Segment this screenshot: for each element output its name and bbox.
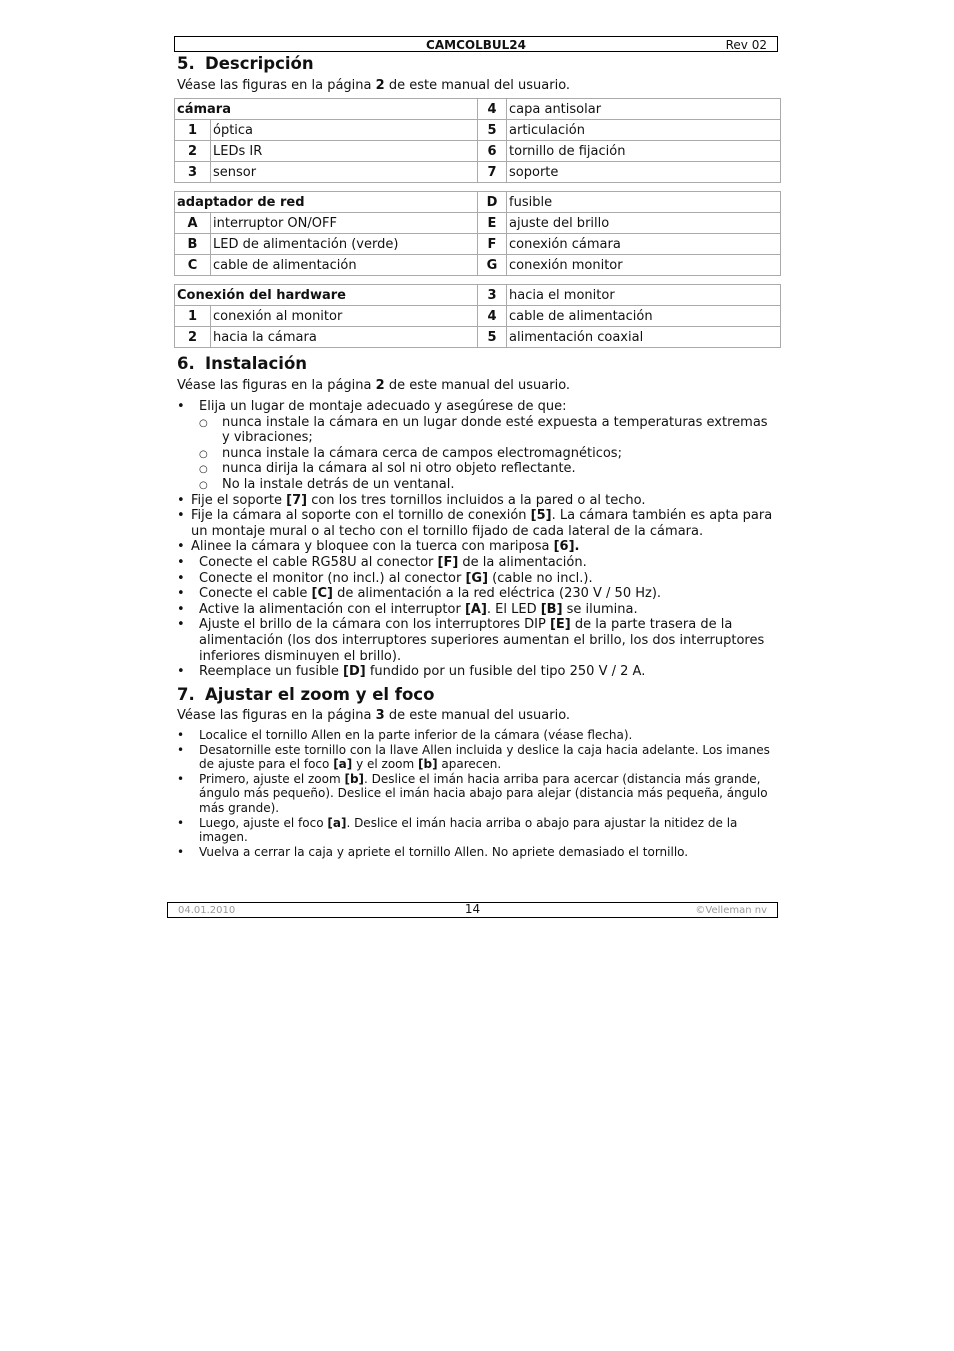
- table-row: 3 sensor 7 soporte: [175, 162, 781, 183]
- list-item: • Conecte el cable RG58U al conector [F] de la alimentación.: [177, 555, 777, 571]
- section-6-heading: 6. Instalación: [177, 354, 308, 373]
- list-item: • Fije la cámara al soporte con el tornillo de conexión [5]. La cámara también es apta para un montaje mural o al techo con el tornillo fijado de cada lateral de la cámara.: [177, 508, 777, 539]
- list-item: • Ajuste el brillo de la cámara con los interruptores DIP [E] de la parte trasera de la alimentación (los dos interruptores superiores aumentan el brillo, los dos interruptores inferiores disminuyen el brillo).: [177, 617, 777, 664]
- table-row: B LED de alimentación (verde) F conexión cámara: [175, 234, 781, 255]
- list-item: • Desatornille este tornillo con la llave Allen incluida y deslice la caja hacia adelante. Los imanes de ajuste para el foco [a] y el zoom [b] aparecen.: [177, 743, 777, 772]
- section-5-heading: 5. Descripción: [177, 54, 314, 73]
- table-row: 1 conexión al monitor 4 cable de alimentación: [175, 306, 781, 327]
- list-item: • Localice el tornillo Allen en la parte inferior de la cámara (véase flecha).: [177, 728, 777, 743]
- table-row: C cable de alimentación G conexión monitor: [175, 255, 781, 276]
- table-row: 2 LEDs IR 6 tornillo de fijación: [175, 141, 781, 162]
- mounting-conditions: [199, 415, 777, 493]
- table-row: A interruptor ON/OFF E ajuste del brillo: [175, 213, 781, 234]
- model-name: CAMCOLBUL24: [426, 38, 526, 52]
- page-header: [174, 36, 778, 52]
- list-item: • Primero, ajuste el zoom [b]. Deslice el imán hacia arriba para acercar (distancia más grande, ángulo más pequeño). Deslice el imán hacia abajo para alejar (distancia más pequeña, ángulo más grande).: [177, 772, 777, 816]
- list-item: ○ No la instale detrás de un ventanal.: [199, 477, 777, 493]
- list-item: • Conecte el cable [C] de alimentación a la red eléctrica (230 V / 50 Hz).: [177, 586, 777, 602]
- list-item: • Luego, ajuste el foco [a]. Deslice el imán hacia arriba o abajo para ajustar la nitidez de la imagen.: [177, 816, 777, 845]
- section-7-intro: Véase las figuras en la página 3 de este manual del usuario.: [177, 708, 571, 723]
- list-item: • Alinee la cámara y bloquee con la tuerca con mariposa [6].: [177, 539, 777, 555]
- revision: Rev 02: [725, 38, 767, 52]
- section-7-heading: 7. Ajustar el zoom y el foco: [177, 685, 435, 704]
- list-item: • Elija un lugar de montaje adecuado y asegúrese de que: ○ nunca instale la cámara en un lugar donde esté expuesta a temperaturas extremas y vibraciones; ○ nunca instale la cámara cerca de campos electromagnéticos; ○ nunca dirija la cámara al sol ni otro objeto reflectante. ○ No la instale detrás de un ventanal.: [177, 399, 777, 493]
- table-camera: [174, 98, 781, 183]
- table-row: cámara 4 capa antisolar: [175, 99, 781, 120]
- list-item: ○ nunca instale la cámara cerca de campos electromagnéticos;: [199, 446, 777, 462]
- list-item: • Vuelva a cerrar la caja y apriete el tornillo Allen. No apriete demasiado el tornillo.: [177, 845, 777, 860]
- list-item: • Reemplace un fusible [D] fundido por un fusible del tipo 250 V / 2 A.: [177, 664, 777, 680]
- table-row: 2 hacia la cámara 5 alimentación coaxial: [175, 327, 781, 348]
- list-item: • Fije el soporte [7] con los tres tornillos incluidos a la pared o al techo.: [177, 493, 777, 509]
- footer-date: 04.01.2010: [178, 905, 236, 916]
- list-item: ○ nunca instale la cámara en un lugar donde esté expuesta a temperaturas extremas y vibraciones;: [199, 415, 777, 446]
- zoom-focus-list: [177, 728, 777, 859]
- table-row: adaptador de red D fusible: [175, 192, 781, 213]
- list-item: • Conecte el monitor (no incl.) al conector [G] (cable no incl.).: [177, 571, 777, 587]
- footer-copyright: ©Velleman nv: [695, 905, 767, 916]
- section-5-intro: Véase las figuras en la página 2 de este manual del usuario.: [177, 78, 571, 93]
- page-number: 14: [464, 902, 481, 916]
- table-row: 1 óptica 5 articulación: [175, 120, 781, 141]
- installation-list: [177, 399, 777, 680]
- table-hardware-connection: [174, 284, 781, 348]
- table-row: Conexión del hardware 3 hacia el monitor: [175, 285, 781, 306]
- section-6-intro: Véase las figuras en la página 2 de este manual del usuario.: [177, 378, 571, 393]
- list-item: • Active la alimentación con el interruptor [A]. El LED [B] se ilumina.: [177, 602, 777, 618]
- list-item: ○ nunca dirija la cámara al sol ni otro objeto reflectante.: [199, 461, 777, 477]
- page-footer: [167, 902, 778, 918]
- table-power-adapter: [174, 191, 781, 276]
